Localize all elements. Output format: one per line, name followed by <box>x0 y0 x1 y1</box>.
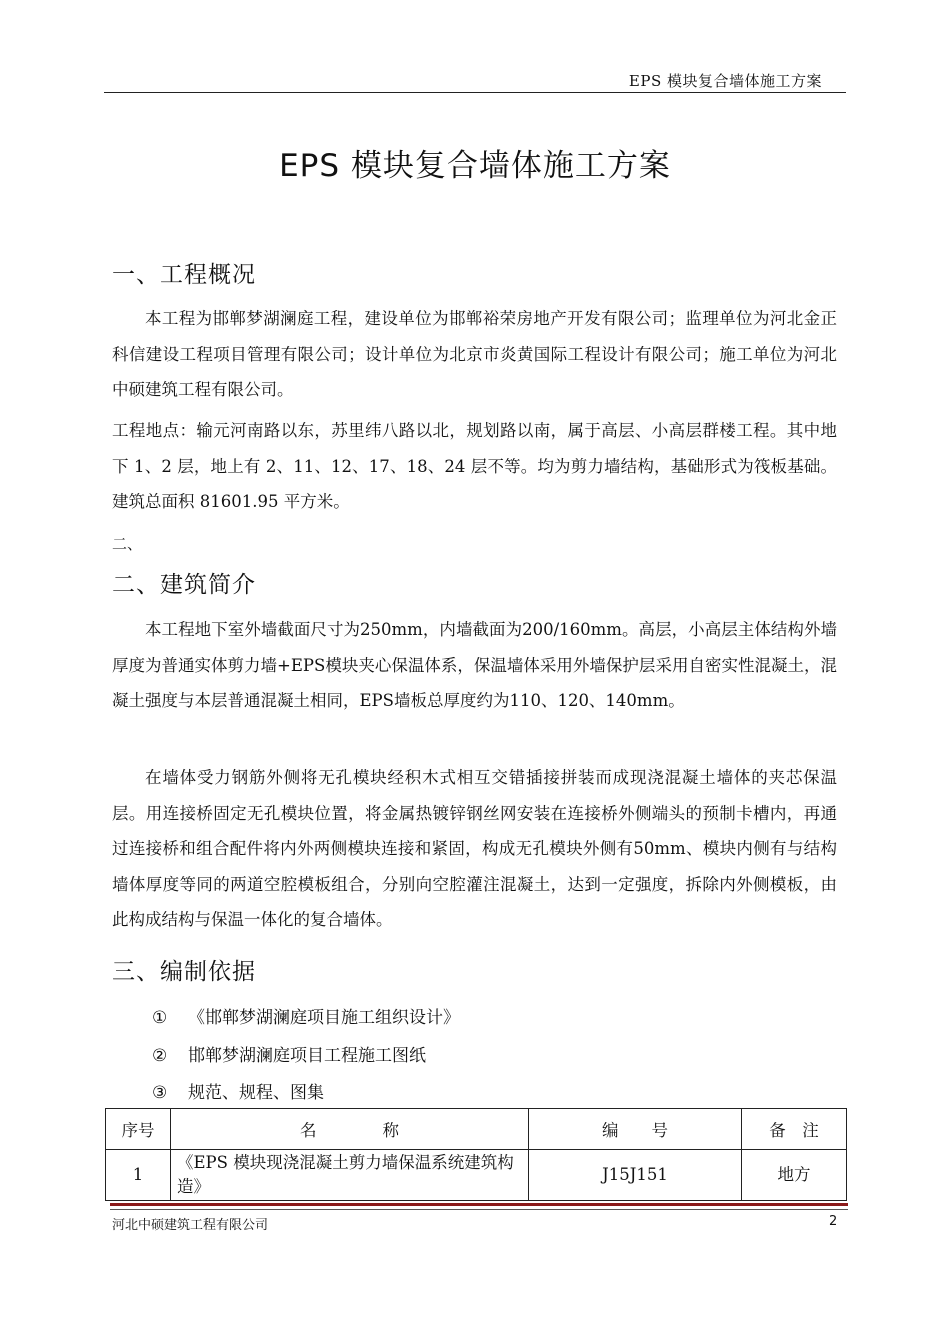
building-paragraph-2: 在墙体受力钢筋外侧将无孔模块经积木式相互交错插接拼装而成现浇混凝土墙体的夹芯保温层。用连接桥固定无孔模块位置，将金属热镀锌钢丝网安装在连接桥外侧端头的预制卡槽内，再通过连接桥和组合配件将内外两侧模块连接和紧固，构成无孔模块外侧有50mm、模块内侧有与结构墙体厚度等同的两道空腔模板组合，分别向空腔灌注混凝土，达到一定强度，拆除内外侧模板，由此构成结构与保温一体化的复合墙体。 <box>112 768 837 929</box>
section-heading-building: 二、建筑简介 <box>112 572 256 598</box>
list-item <box>152 1003 460 1028</box>
list-text: 规范、规程、图集 <box>188 1083 324 1103</box>
list-text: 《邯郸梦湖澜庭项目施工组织设计》 <box>188 1008 460 1028</box>
section-heading-overview: 一、工程概况 <box>112 262 256 288</box>
table-row <box>106 1150 847 1201</box>
list-item <box>152 1078 324 1103</box>
document-title: EPS 模块复合墙体施工方案 <box>279 148 671 184</box>
list-number: ① <box>152 1008 168 1028</box>
table-header-row <box>106 1109 847 1150</box>
footer-rule-red <box>110 1203 848 1206</box>
cell-code: J15J151 <box>529 1150 742 1201</box>
page-number: 2 <box>829 1214 838 1229</box>
running-header: EPS 模块复合墙体施工方案 <box>628 72 822 90</box>
building-paragraph-1: 本工程地下室外墙截面尺寸为250mm，内墙截面为200/160mm。高层，小高层主体结构外墙厚度为普通实体剪力墙+EPS模块夹心保温体系，保温墙体采用外墙保护层采用自密实性混凝土，混凝土强度与本层普通混凝土相同，EPS墙板总厚度约为110、120、140mm。 <box>112 620 837 710</box>
header-cell-name: 名 称 <box>171 1109 529 1150</box>
cell-name: 《EPS 模块现浇混凝土剪力墙保温系统建筑构造》 <box>171 1150 529 1201</box>
reference-table <box>105 1108 847 1201</box>
header-cell-code: 编 号 <box>529 1109 742 1150</box>
list-item <box>152 1041 426 1066</box>
footer-company: 河北中硕建筑工程有限公司 <box>112 1218 269 1233</box>
section-heading-basis: 三、编制依据 <box>112 959 256 985</box>
footer-rule <box>110 1209 848 1210</box>
list-text: 邯郸梦湖澜庭项目工程施工图纸 <box>188 1046 426 1066</box>
header-cell-no: 序号 <box>106 1109 171 1150</box>
list-number: ③ <box>152 1083 168 1103</box>
header-rule <box>104 92 846 93</box>
overview-paragraph: 本工程为邯郸梦湖澜庭工程，建设单位为邯郸裕荣房地产开发有限公司；监理单位为河北金正科信建设工程项目管理有限公司；设计单位为北京市炎黄国际工程设计有限公司；施工单位为河北中硕建筑工程有限公司。 <box>112 309 837 399</box>
stray-numbering: 二、 <box>112 535 143 553</box>
header-cell-note: 备 注 <box>742 1109 847 1150</box>
project-location-paragraph: 工程地点：输元河南路以东，苏里纬八路以北，规划路以南，属于高层、小高层群楼工程。其中地下 1、2 层，地上有 2、11、12、17、18、24 层不等。均为剪力墙结构，基础形式为筏板基础。建筑总面积 81601.95 平方米。 <box>112 421 837 511</box>
cell-note: 地方 <box>742 1150 847 1201</box>
list-number: ② <box>152 1046 168 1066</box>
cell-no: 1 <box>106 1150 171 1201</box>
